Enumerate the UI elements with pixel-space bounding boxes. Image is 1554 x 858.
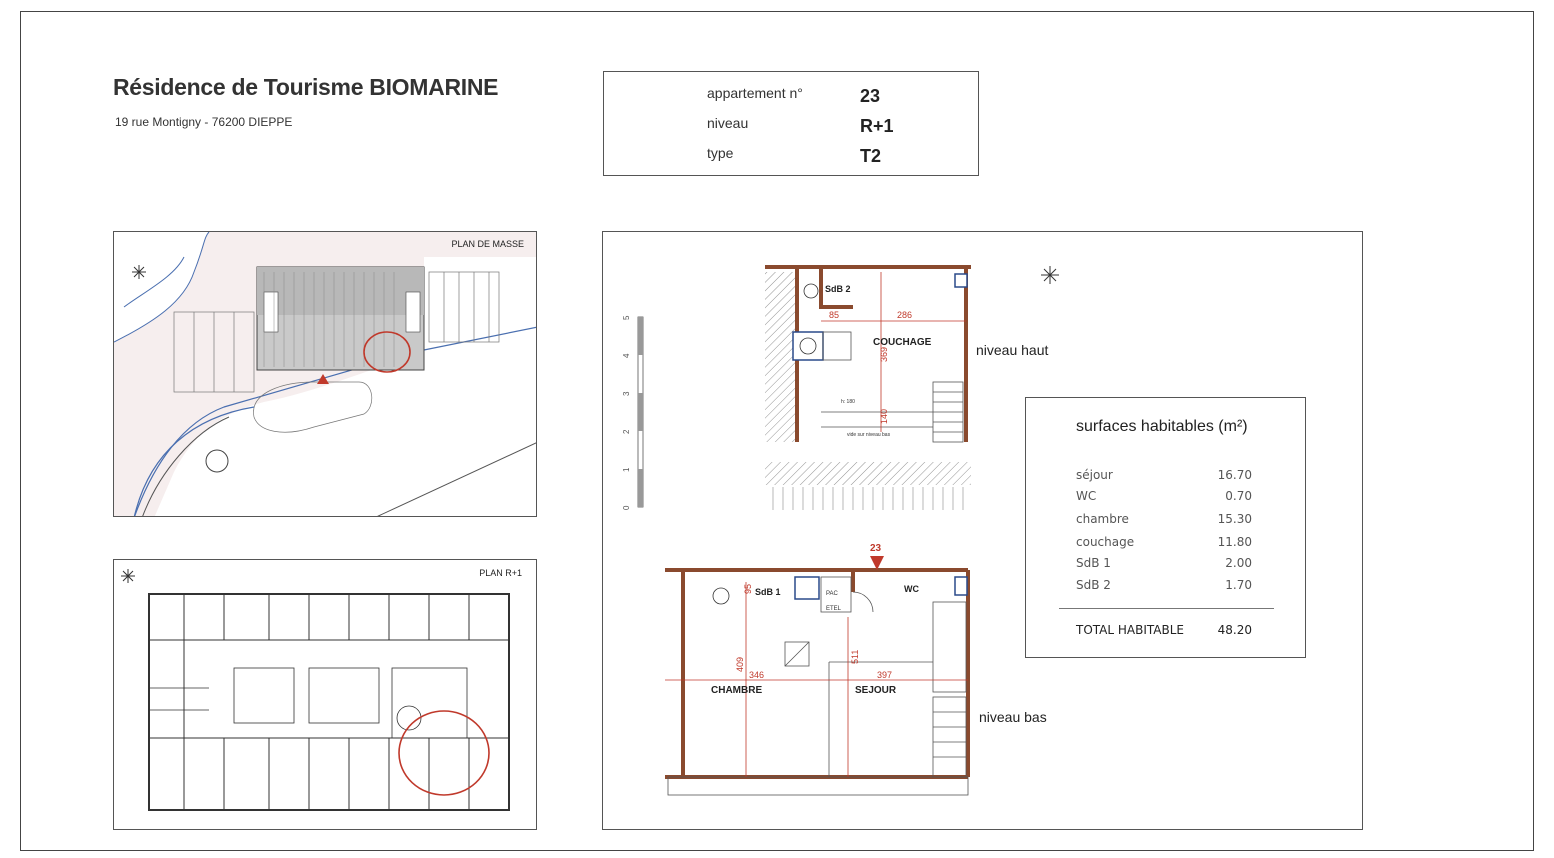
lower-dim-95: 95 xyxy=(743,583,753,594)
surfaces-title: surfaces habitables (m²) xyxy=(1076,418,1248,435)
north-arrow-icon xyxy=(132,265,146,279)
upper-bath-label: SdB 2 xyxy=(825,284,851,294)
site-plan-roundabout xyxy=(206,450,228,472)
lower-dim-397: 397 xyxy=(877,670,893,680)
room-sejour-label: SEJOUR xyxy=(855,685,897,696)
site-plan-title: PLAN DE MASSE xyxy=(451,239,524,249)
upper-room-label: COUCHAGE xyxy=(873,337,932,348)
scale-tick-4: 4 xyxy=(622,353,631,358)
floor-plan-unit-highlight xyxy=(399,711,489,795)
site-plan-drawing xyxy=(114,232,537,517)
room-wc-label: WC xyxy=(904,584,919,594)
surface-row-value: 15.30 xyxy=(1217,512,1252,526)
surfaces-divider xyxy=(1059,608,1274,609)
upper-void-note: vide sur niveau bas xyxy=(847,432,891,438)
room-chambre-label: CHAMBRE xyxy=(711,685,763,696)
lower-level-plan xyxy=(665,543,968,795)
upper-dim-369: 369 xyxy=(879,346,889,362)
surfaces-total-label: TOTAL HABITABLE xyxy=(1076,623,1184,637)
surfaces-total-value: 48.20 xyxy=(1217,623,1252,637)
upper-level-label: niveau haut xyxy=(976,342,1049,358)
floor-plan-title: PLAN R+1 xyxy=(479,568,522,578)
lower-dim-346: 346 xyxy=(749,670,765,680)
pac-label: PAC xyxy=(826,591,838,597)
surface-row xyxy=(1076,578,1252,598)
floor-plan-drawing xyxy=(114,560,537,830)
room-sdb1-label: SdB 1 xyxy=(755,587,781,597)
surface-row xyxy=(1076,468,1252,488)
scale-tick-1: 1 xyxy=(622,467,631,472)
surface-row-label: SdB 2 xyxy=(1076,578,1111,592)
upper-dim-286: 286 xyxy=(897,310,913,320)
lower-dim-511: 511 xyxy=(850,649,860,664)
site-plan-building xyxy=(257,267,424,370)
apartment-number-value: 23 xyxy=(860,86,881,106)
apartment-type-row xyxy=(604,145,978,175)
scale-tick-2: 2 xyxy=(622,429,631,434)
upper-level-plan xyxy=(765,266,1059,510)
floor-plan-walls xyxy=(149,594,509,810)
surface-row-label: chambre xyxy=(1076,512,1129,526)
upper-dim-140: 140 xyxy=(879,408,889,424)
surface-row-value: 16.70 xyxy=(1217,468,1252,482)
scale-bar xyxy=(622,315,643,510)
apartment-level-value: R+1 xyxy=(860,116,894,136)
page-title: Résidence de Tourisme BIOMARINE xyxy=(113,74,499,100)
surfaces-table xyxy=(1025,397,1306,658)
apartment-level-label: niveau xyxy=(707,115,749,131)
surface-row-value: 0.70 xyxy=(1225,489,1252,503)
apartment-number-label: appartement n° xyxy=(707,85,803,101)
surfaces-total-row xyxy=(1076,623,1252,637)
site-plan-panel xyxy=(113,231,537,517)
surface-row xyxy=(1076,556,1252,576)
surface-row xyxy=(1076,535,1252,555)
surface-row-value: 2.00 xyxy=(1225,556,1252,570)
surface-row-label: séjour xyxy=(1076,468,1113,482)
address: 19 rue Montigny - 76200 DIEPPE xyxy=(115,115,293,129)
upper-height-note: h: 180 xyxy=(841,399,855,405)
lower-level-label: niveau bas xyxy=(979,709,1047,725)
scale-tick-5: 5 xyxy=(622,315,631,320)
scale-tick-3: 3 xyxy=(622,391,631,396)
unit-23-marker xyxy=(870,556,884,570)
surface-row xyxy=(1076,489,1252,509)
upper-dim-85: 85 xyxy=(829,310,840,320)
apartment-info-box xyxy=(603,71,979,176)
apartment-type-label: type xyxy=(707,145,734,161)
etel-label: ETEL xyxy=(826,606,842,612)
lower-dim-409: 409 xyxy=(735,656,745,672)
apartment-level-row xyxy=(604,115,978,145)
surface-row-label: WC xyxy=(1076,489,1097,503)
apartment-type-value: T2 xyxy=(860,146,882,166)
north-arrow-icon xyxy=(121,569,135,583)
apartment-number-row xyxy=(604,85,978,115)
north-arrow-icon xyxy=(1041,266,1059,284)
surface-row-label: SdB 1 xyxy=(1076,556,1111,570)
surface-row-label: couchage xyxy=(1076,535,1135,549)
surface-row-value: 11.80 xyxy=(1217,535,1252,549)
unit-23-marker-label: 23 xyxy=(870,543,882,554)
surface-row-value: 1.70 xyxy=(1225,578,1252,592)
scale-tick-0: 0 xyxy=(622,505,631,510)
floor-plan-panel xyxy=(113,559,537,830)
surface-row xyxy=(1076,512,1252,532)
